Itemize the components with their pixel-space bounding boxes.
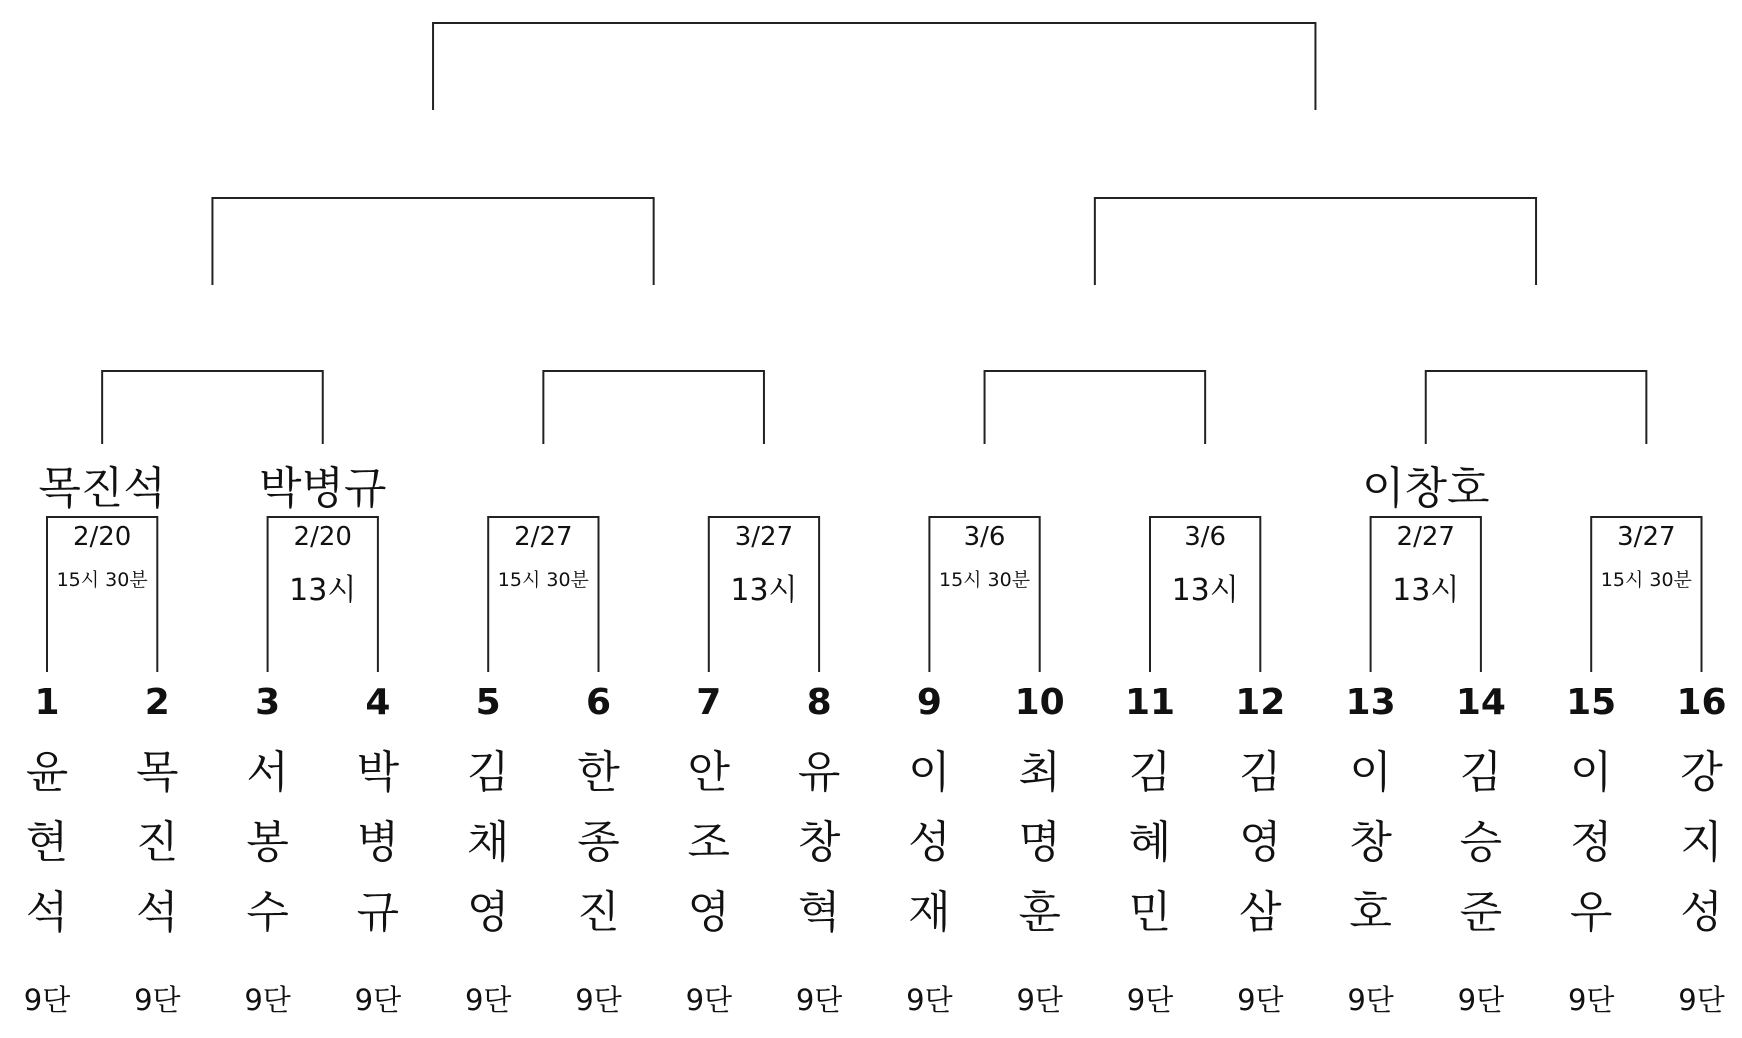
player-seed: 7 [696,682,722,723]
player-name [1110,738,1190,948]
player-name [448,738,528,948]
player-seed: 2 [144,682,170,723]
player-rank: 9단 [1126,983,1174,1017]
match-winner: 박병규 [258,463,387,514]
player-name [1551,738,1631,948]
player-name-char: 병 [356,817,400,868]
player-name-char: 조 [687,817,731,868]
player-rank: 9단 [1016,983,1063,1017]
player-name-char: 호 [1349,887,1392,938]
player-name-char: 윤 [25,747,69,798]
player-seed: 9 [916,682,942,723]
player-name-char: 명 [1018,817,1061,868]
player-rank: 9단 [575,983,622,1017]
player-name [117,738,197,948]
player-name-char: 강 [1680,747,1723,798]
player-name-char: 석 [136,887,179,938]
player-name [7,738,87,948]
player-rank: 9단 [134,983,181,1017]
player-name-char: 김 [1239,747,1282,798]
bracket-r2 [543,371,764,444]
player-seed: 6 [585,682,612,723]
bracket-r3 [212,198,653,285]
player-name-char: 혁 [797,887,841,938]
player-name-char: 훈 [1018,887,1061,938]
player-name-char: 박 [356,747,400,798]
player-seed: 3 [255,682,281,723]
player-name-char: 창 [797,817,841,868]
bracket-r2 [1426,371,1647,444]
player-name-char: 안 [687,747,731,798]
player-rank: 9단 [795,983,843,1017]
bracket-r2 [985,371,1206,444]
match-date: 3/6 [963,522,1006,552]
player-seed: 16 [1676,682,1727,723]
player-name-char: 승 [1459,817,1503,868]
match-time: 15시 30분 [1600,569,1692,591]
player-seed: 13 [1345,682,1396,723]
player-rank: 9단 [244,983,291,1017]
match-time: 13시 [730,573,798,608]
player-name-char: 진 [136,817,179,868]
player-name-char: 서 [246,747,289,798]
player-rank: 9단 [1347,983,1394,1017]
bracket-final [433,23,1315,110]
player-seed: 4 [365,682,391,723]
player-name [889,738,969,948]
match-winner: 목진석 [38,463,166,514]
player-name-char: 한 [577,747,620,798]
match-winner: 이창호 [1361,463,1490,514]
player-rank: 9단 [685,983,733,1017]
match-time: 15시 30분 [938,569,1031,591]
player-seed: 8 [806,682,832,723]
player-name [1220,738,1300,948]
match-date: 2/27 [1396,522,1455,552]
player-name-char: 종 [577,817,620,868]
player-rank: 9단 [906,983,953,1017]
player-name [338,738,418,948]
match-date: 3/27 [1617,522,1676,552]
player-rank: 9단 [464,983,512,1017]
player-name-char: 민 [1128,887,1172,938]
match-date: 3/27 [734,522,794,552]
bracket-r2 [102,371,323,444]
player-name-char: 성 [908,817,951,868]
match-date: 3/6 [1184,522,1227,552]
player-name-char: 수 [246,887,289,938]
match-date: 2/20 [293,522,352,552]
player-name-char: 창 [1349,817,1392,868]
player-name-char: 김 [1128,747,1172,798]
player-name-char: 이 [908,747,951,798]
player-rank: 9단 [1457,983,1505,1017]
player-name-char: 채 [466,817,510,868]
player-name-char: 영 [687,887,731,938]
match-date: 2/20 [72,522,132,552]
player-name-char: 정 [1569,817,1613,868]
match-time: 13시 [289,573,357,608]
player-name-char: 재 [908,887,951,938]
player-rank: 9단 [1678,983,1725,1017]
player-name [1441,738,1521,948]
player-seed: 11 [1124,682,1176,723]
player-name [669,738,749,948]
match-time: 13시 [1392,573,1460,608]
match-date: 2/27 [514,522,573,552]
player-name [228,738,308,948]
match-time: 15시 30분 [497,569,589,591]
player-name [779,738,859,948]
player-seed: 1 [34,682,60,723]
player-name-char: 준 [1459,887,1503,938]
player-name-char: 봉 [246,817,289,868]
player-name-char: 김 [466,747,510,798]
player-seed: 14 [1455,682,1506,723]
player-name-char: 유 [797,747,841,798]
player-name-char: 영 [466,887,510,938]
match-time: 13시 [1171,573,1239,608]
player-name [1662,738,1742,948]
player-name [1000,738,1080,948]
player-name-char: 규 [356,887,400,938]
player-rank: 9단 [1237,983,1284,1017]
player-name-char: 현 [25,817,69,868]
player-rank: 9단 [23,983,71,1017]
player-name-char: 우 [1569,887,1613,938]
player-rank: 9단 [1567,983,1615,1017]
player-name [1331,738,1411,948]
player-name-char: 삼 [1239,887,1282,938]
player-seed: 15 [1566,682,1617,723]
player-name-char: 혜 [1128,817,1172,868]
player-name-char: 지 [1680,817,1723,868]
bracket-r3 [1095,198,1536,285]
player-seed: 5 [475,682,501,723]
player-rank: 9단 [354,983,402,1017]
player-seed: 10 [1014,682,1065,723]
player-name-char: 김 [1459,747,1503,798]
match-time: 15시 30분 [56,569,148,591]
player-name-char: 성 [1680,887,1723,938]
player-name-char: 영 [1239,817,1282,868]
player-name-char: 최 [1018,747,1061,798]
player-name-char: 이 [1569,747,1613,798]
player-name-char: 목 [136,747,179,798]
player-name-char: 이 [1349,747,1392,798]
player-seed: 12 [1235,682,1286,723]
player-name-char: 진 [577,887,620,938]
player-name-char: 석 [25,887,69,938]
player-name [559,738,639,948]
